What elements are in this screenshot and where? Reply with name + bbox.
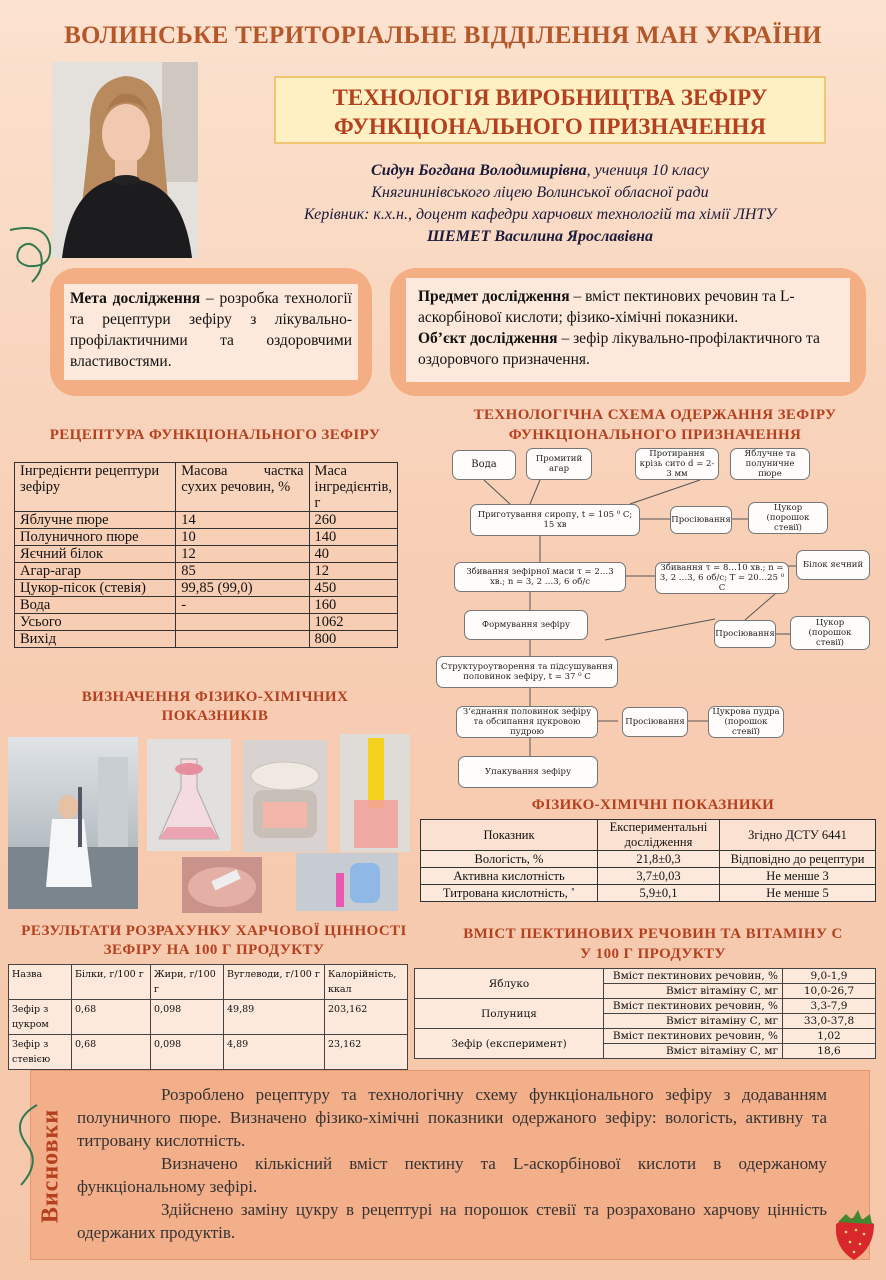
physchem-title-line2: ПОКАЗНИКІВ — [161, 708, 269, 724]
conclusion-paragraph: Здійснено заміну цукру в рецептурі на порошок стевії та розраховано харчову цінність одержаних продуктів. — [77, 1200, 827, 1242]
recipe-title: РЕЦЕПТУРА ФУНКЦІОНАЛЬНОГО ЗЕФІРУ — [49, 427, 381, 443]
flow-box: Білок яєчний — [796, 550, 870, 580]
scheme-title — [430, 405, 880, 445]
subject-bubble — [390, 268, 866, 396]
sample-photo — [243, 740, 327, 852]
conclusions-label: Висновки — [37, 1108, 64, 1224]
cell: Яблучне пюре — [15, 512, 176, 529]
subject-text — [406, 278, 850, 382]
author-school: Княгининівського ліцею Волинської обласної ради — [371, 184, 709, 201]
cell: 10 — [176, 529, 309, 546]
nutrition-header: Білки, г/100 г — [72, 965, 151, 1000]
cell: Вміст пектинових речовин, % — [604, 999, 783, 1014]
table-row — [9, 965, 408, 1000]
flow-box: Просіювання — [714, 620, 776, 648]
scheme-title-line1: ТЕХНОЛОГІЧНА СХЕМА ОДЕРЖАННЯ ЗЕФІРУ — [473, 407, 837, 423]
supervisor-name: ШЕМЕТ Василина Ярославівна — [427, 228, 653, 245]
flow-box: Просіювання — [622, 707, 688, 737]
poster-title-line2: ФУНКЦІОНАЛЬНОГО ПРИЗНАЧЕННЯ — [333, 114, 767, 139]
subject-label: Предмет дослідження — [418, 288, 570, 305]
author-role: , учениця 10 класу — [586, 162, 709, 179]
indicators-header: Показник — [421, 820, 598, 851]
goal-text — [64, 284, 358, 380]
pectin-title-line2: У 100 Г ПРОДУКТУ — [580, 946, 726, 962]
cell: Яблуко — [415, 969, 604, 999]
cell: Не менше 3 — [720, 868, 876, 885]
physchem-title — [30, 688, 400, 726]
flow-box: Збивання τ = 8…10 хв.; n = 3, 2 …3, 6 об/с; T = 20…25 ⁰ С — [655, 562, 789, 594]
table-row — [421, 820, 876, 851]
goal-bubble — [50, 268, 372, 396]
table-row — [15, 614, 398, 631]
cell: Зефір з цукром — [9, 1000, 72, 1035]
table-row — [415, 1029, 876, 1044]
conclusions-text — [77, 1083, 827, 1244]
cell: Вихід — [15, 631, 176, 648]
pipette-photo — [296, 853, 398, 911]
cell: Яєчний білок — [15, 546, 176, 563]
cell: 0,098 — [151, 1000, 224, 1035]
table-row — [15, 546, 398, 563]
table-row — [421, 868, 876, 885]
object-body: – зефір лікувально-профілактичного та оздоровчого призначення. — [418, 330, 820, 368]
recipe-header: Маса інгредієнтів, г — [309, 463, 397, 512]
indicators-header: Експериментальні дослідження — [598, 820, 720, 851]
table-row — [15, 512, 398, 529]
physchem-title-line1: ВИЗНАЧЕННЯ ФІЗИКО-ХІМІЧНИХ — [81, 689, 349, 705]
scheme-title-line2: ФУНКЦІОНАЛЬНОГО ПРИЗНАЧЕННЯ — [508, 427, 802, 443]
cell: Зефір (експеримент) — [415, 1029, 604, 1059]
cell — [176, 631, 309, 648]
cell: 12 — [309, 563, 397, 580]
cell: Не менше 5 — [720, 885, 876, 902]
cell: 450 — [309, 580, 397, 597]
conclusion-paragraph: Визначено кількісний вміст пектину та L-аскорбінової кислоти в одержаному функціональному зефірі. — [77, 1154, 827, 1196]
cell: Активна кислотність — [421, 868, 598, 885]
cell: 18,6 — [783, 1044, 876, 1059]
object-label: Об’єкт дослідження — [418, 330, 558, 347]
flask-photo — [147, 739, 231, 851]
recipe-header: Інгредієнти рецептури зефіру — [15, 463, 176, 512]
indicators-title: ФІЗИКО-ХІМІЧНІ ПОКАЗНИКИ — [531, 797, 775, 813]
cell: 160 — [309, 597, 397, 614]
author-info — [200, 160, 880, 248]
cell: Вміст вітаміну С, мг — [604, 984, 783, 999]
cell: 203,162 — [325, 1000, 408, 1035]
pectin-table — [414, 968, 876, 1059]
nutrition-header: Вуглеводи, г/100 г — [224, 965, 325, 1000]
flow-box: Упакування зефіру — [458, 756, 598, 788]
titration-photo — [182, 857, 262, 913]
cell: Вологість, % — [421, 851, 598, 868]
cell: Вміст вітаміну С, мг — [604, 1044, 783, 1059]
flow-box: Цукрова пудра (порошок стевії) — [708, 706, 784, 738]
table-row — [15, 563, 398, 580]
cell: 23,162 — [325, 1035, 408, 1070]
cell: 1062 — [309, 614, 397, 631]
conclusions-swirl-icon — [7, 1101, 47, 1191]
indicators-table — [420, 819, 876, 902]
pectin-title — [420, 924, 886, 964]
cell: Зефір з стевією — [9, 1035, 72, 1070]
cell: Титрована кислотність, ˚ — [421, 885, 598, 902]
cell: 1,02 — [783, 1029, 876, 1044]
table-row — [421, 851, 876, 868]
flow-box: Яблучне та полуничне пюре — [730, 448, 810, 480]
cell: 10,0-26,7 — [783, 984, 876, 999]
table-row — [9, 1000, 408, 1035]
flow-box: Структуроутворення та підсушування половинок зефіру, t = 37 ⁰ С — [436, 656, 618, 688]
cell: 40 — [309, 546, 397, 563]
subject-body: – вміст пектинових речовин та L-аскорбінової кислоти; фізико-хімічні показники. — [418, 288, 795, 326]
supervisor: Керівник: к.х.н., доцент кафедри харчових технологій та хімії ЛНТУ — [303, 206, 777, 223]
cell: Вміст вітаміну С, мг — [604, 1014, 783, 1029]
table-row — [15, 631, 398, 648]
recipe-header: Масова частка сухих речовин, % — [176, 463, 309, 512]
flow-box: Вода — [452, 450, 516, 480]
cell: 21,8±0,3 — [598, 851, 720, 868]
cell: 5,9±0,1 — [598, 885, 720, 902]
poster-title-line1: ТЕХНОЛОГІЯ ВИРОБНИЦТВА ЗЕФІРУ — [332, 85, 768, 110]
cell: 99,85 (99,0) — [176, 580, 309, 597]
cell: 3,3-7,9 — [783, 999, 876, 1014]
table-row — [415, 969, 876, 984]
flow-box: Цукор (порошок стевії) — [790, 616, 870, 650]
flow-box: Збивання зефірної маси τ = 2…3 хв.; n = 3, 2 …3, 6 об/с — [454, 562, 626, 592]
cell: 33,0-37,8 — [783, 1014, 876, 1029]
nutrition-header: Калорійність, ккал — [325, 965, 408, 1000]
poster-title — [274, 76, 826, 144]
nutrition-header: Жири, г/100 г — [151, 965, 224, 1000]
indicators-header: Згідно ДСТУ 6441 — [720, 820, 876, 851]
cell: Відповідно до рецептури — [720, 851, 876, 868]
nutrition-header: Назва — [9, 965, 72, 1000]
flow-box: Формування зефіру — [464, 610, 588, 640]
flow-box: З’єднання половинок зефіру та обсипання цукровою пудрою — [456, 706, 598, 738]
cell: Вода — [15, 597, 176, 614]
cell: 4,89 — [224, 1035, 325, 1070]
cell: 0,098 — [151, 1035, 224, 1070]
conclusion-paragraph: Розроблено рецептуру та технологічну схему функціонального зефіру з додаванням полуничного пюре. Визначено фізико-хімічні показники одержаного зефіру: вологість, активну та титровану кислотність. — [77, 1085, 827, 1150]
conclusions-box — [30, 1070, 870, 1260]
table-row — [15, 597, 398, 614]
cell: 260 — [309, 512, 397, 529]
organization-header: ВОЛИНСЬКЕ ТЕРИТОРІАЛЬНЕ ВІДДІЛЕННЯ МАН УКРАЇНИ — [64, 22, 822, 49]
lab-photo — [8, 737, 138, 909]
nutrition-table — [8, 964, 408, 1070]
cell: 14 — [176, 512, 309, 529]
flow-box: Просіювання — [670, 506, 732, 534]
cell: Вміст пектинових речовин, % — [604, 1029, 783, 1044]
nutrition-title-line2: ЗЕФІРУ НА 100 Г ПРОДУКТУ — [103, 942, 325, 958]
cell: Агар-агар — [15, 563, 176, 580]
cell: 12 — [176, 546, 309, 563]
strawberry-icon — [828, 1206, 880, 1262]
cell: 800 — [309, 631, 397, 648]
flow-box: Цукор (порошок стевії) — [748, 502, 828, 534]
cell: Полуниця — [415, 999, 604, 1029]
table-row — [9, 1035, 408, 1070]
goal-body: – розробка технології та рецептури зефіру з лікувально-профілактичними та оздоровчими властивостями. — [70, 290, 352, 370]
flow-box: Приготування сиропу, t = 105 ⁰ С; 15 хв — [470, 504, 640, 536]
cell: Цукор-пісок (стевія) — [15, 580, 176, 597]
cell: 49,89 — [224, 1000, 325, 1035]
cell: Усього — [15, 614, 176, 631]
author-photo — [52, 62, 198, 258]
cell: 140 — [309, 529, 397, 546]
ph-meter-photo — [340, 734, 410, 852]
nutrition-title — [4, 922, 424, 960]
table-row — [415, 999, 876, 1014]
cell — [176, 614, 309, 631]
cell: 0,68 — [72, 1000, 151, 1035]
table-row — [421, 885, 876, 902]
cell: Полуничного пюре — [15, 529, 176, 546]
cell: 85 — [176, 563, 309, 580]
goal-label: Мета дослідження — [70, 290, 201, 307]
technology-flow-diagram — [430, 444, 880, 794]
cell: 0,68 — [72, 1035, 151, 1070]
cell: Вміст пектинових речовин, % — [604, 969, 783, 984]
author-name: Сидун Богдана Володимирівна — [371, 162, 587, 179]
pectin-title-line1: ВМІСТ ПЕКТИНОВИХ РЕЧОВИН ТА ВІТАМІНУ С — [463, 926, 843, 942]
cell: 9,0-1,9 — [783, 969, 876, 984]
cell: - — [176, 597, 309, 614]
nutrition-title-line1: РЕЗУЛЬТАТИ РОЗРАХУНКУ ХАРЧОВОЇ ЦІННОСТІ — [21, 923, 407, 939]
flow-box: Промитий агар — [526, 448, 592, 480]
table-row — [15, 580, 398, 597]
cell: 3,7±0,03 — [598, 868, 720, 885]
flow-box: Протирання крізь сито d = 2-3 мм — [635, 448, 719, 480]
table-row — [15, 529, 398, 546]
recipe-table — [14, 462, 398, 648]
